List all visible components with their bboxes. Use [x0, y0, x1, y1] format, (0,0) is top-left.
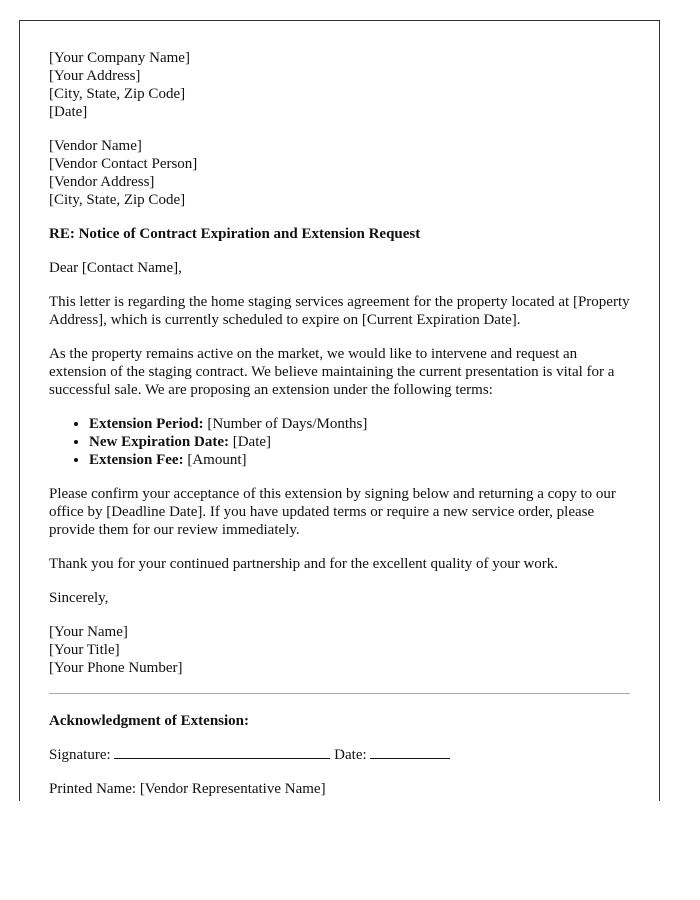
signature-line[interactable] [114, 746, 330, 759]
term-item [89, 415, 630, 433]
signer-block [49, 623, 630, 677]
term-label: New Expiration Date: [89, 434, 229, 450]
salutation: Dear [Contact Name], [49, 260, 182, 276]
printed-name: Printed Name: [Vendor Representative Name] [49, 781, 326, 797]
body-paragraph-2: As the property remains active on the market, we would like to intervene and request an extension of the staging contract. We believe maintaining the current presentation is vital for a successful sale. We are proposing an extension under the following terms: [49, 346, 615, 398]
recipient-block [49, 137, 630, 209]
letter-page [19, 20, 660, 801]
term-value: [Number of Days/Months] [203, 416, 368, 432]
signature-label: Signature: [49, 747, 111, 763]
term-item [89, 433, 630, 451]
date-line[interactable] [370, 746, 450, 759]
sender-city: [City, State, Zip Code] [49, 86, 186, 102]
signer-phone: [Your Phone Number] [49, 660, 183, 676]
term-label: Extension Fee: [89, 452, 184, 468]
term-value: [Amount] [183, 452, 247, 468]
sender-company: [Your Company Name] [49, 50, 190, 66]
sender-date: [Date] [49, 104, 88, 120]
signer-title: [Your Title] [49, 642, 120, 658]
sender-block [49, 49, 630, 121]
term-item [89, 451, 630, 469]
signature-row [49, 746, 630, 764]
signer-name: [Your Name] [49, 624, 128, 640]
recipient-address: [Vendor Address] [49, 174, 155, 190]
sender-address: [Your Address] [49, 68, 141, 84]
recipient-city: [City, State, Zip Code] [49, 192, 186, 208]
term-label: Extension Period: [89, 416, 204, 432]
recipient-contact: [Vendor Contact Person] [49, 156, 198, 172]
signoff: Sincerely, [49, 590, 109, 606]
section-divider [49, 693, 630, 694]
body-paragraph-4: Thank you for your continued partnership and for the excellent quality of your work. [49, 556, 559, 572]
terms-list [49, 415, 630, 469]
body-paragraph-1: This letter is regarding the home staging services agreement for the property located at [Property Address], which is currently scheduled to expire on [Current Expiration Date]. [49, 294, 630, 328]
subject-line: RE: Notice of Contract Expiration and Extension Request [49, 226, 421, 242]
recipient-name: [Vendor Name] [49, 138, 142, 154]
acknowledgment-heading: Acknowledgment of Extension: [49, 713, 250, 729]
term-value: [Date] [228, 434, 272, 450]
date-label: Date: [334, 747, 367, 763]
body-paragraph-3: Please confirm your acceptance of this extension by signing below and returning a copy to our office by [Deadline Date]. If you have updated terms or require a new service order, please provide them for our review immediately. [49, 486, 616, 538]
